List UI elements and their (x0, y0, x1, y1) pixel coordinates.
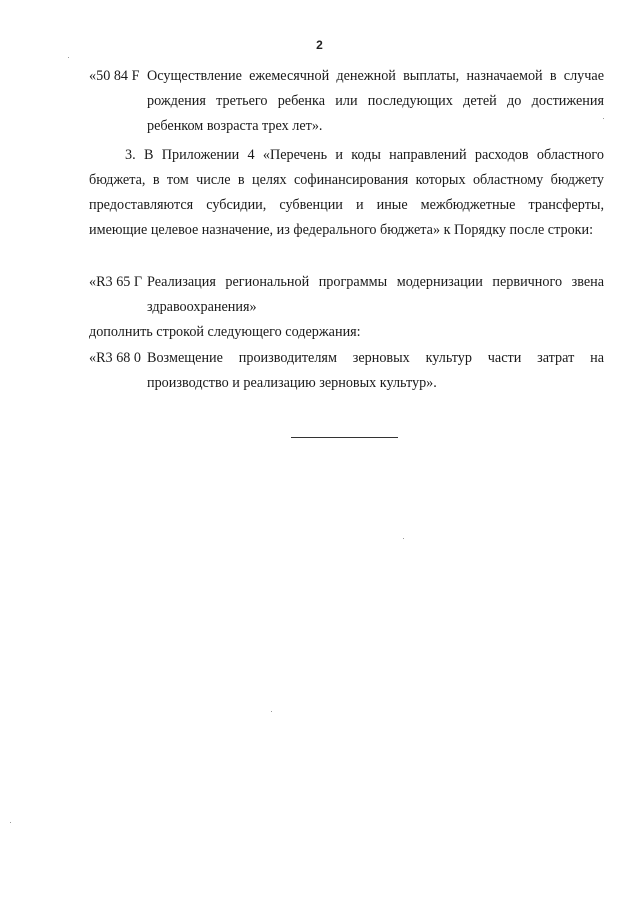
scan-speck (10, 822, 11, 823)
entry-text: Осуществление ежемесячной денежной выплаты, назначаемой в случае рождения третьего ребенка или последующих детей до достижения ребенком возраста трех лет». (147, 68, 604, 134)
scan-speck (403, 538, 404, 539)
entry-code: «R3 65 Г (89, 274, 143, 290)
paragraph-number: 3. (125, 147, 136, 163)
entry-code: «50 84 F (89, 68, 140, 84)
entry-code: «R3 68 0 (89, 350, 142, 366)
entry-text: Реализация региональной программы модернизации первичного звена здравоохранения» (147, 274, 604, 315)
page-number: 2 (316, 38, 323, 52)
closing-divider (291, 437, 398, 438)
scan-speck (271, 711, 272, 712)
paragraph-text: В Приложении 4 «Перечень и коды направлений расходов областного бюджета, в том числе в целях софинансирования которых областному бюджету предоставляются субсидии, субвенции и иные межбюджетные трансферты, имеющие целевое назначение, из федерального бюджета» к Порядку после строки: (89, 147, 604, 238)
paragraph-3 (89, 143, 604, 243)
scan-speck (603, 118, 604, 119)
scan-speck (68, 57, 69, 58)
code-entry-50-84-f (89, 64, 604, 139)
code-entry-r3-65-g (89, 270, 604, 320)
supplement-line: дополнить строкой следующего содержания: (89, 324, 361, 340)
entry-text: Возмещение производителям зерновых культур части затрат на производство и реализацию зерновых культур». (147, 350, 604, 391)
code-entry-r3-68-0 (89, 346, 604, 396)
